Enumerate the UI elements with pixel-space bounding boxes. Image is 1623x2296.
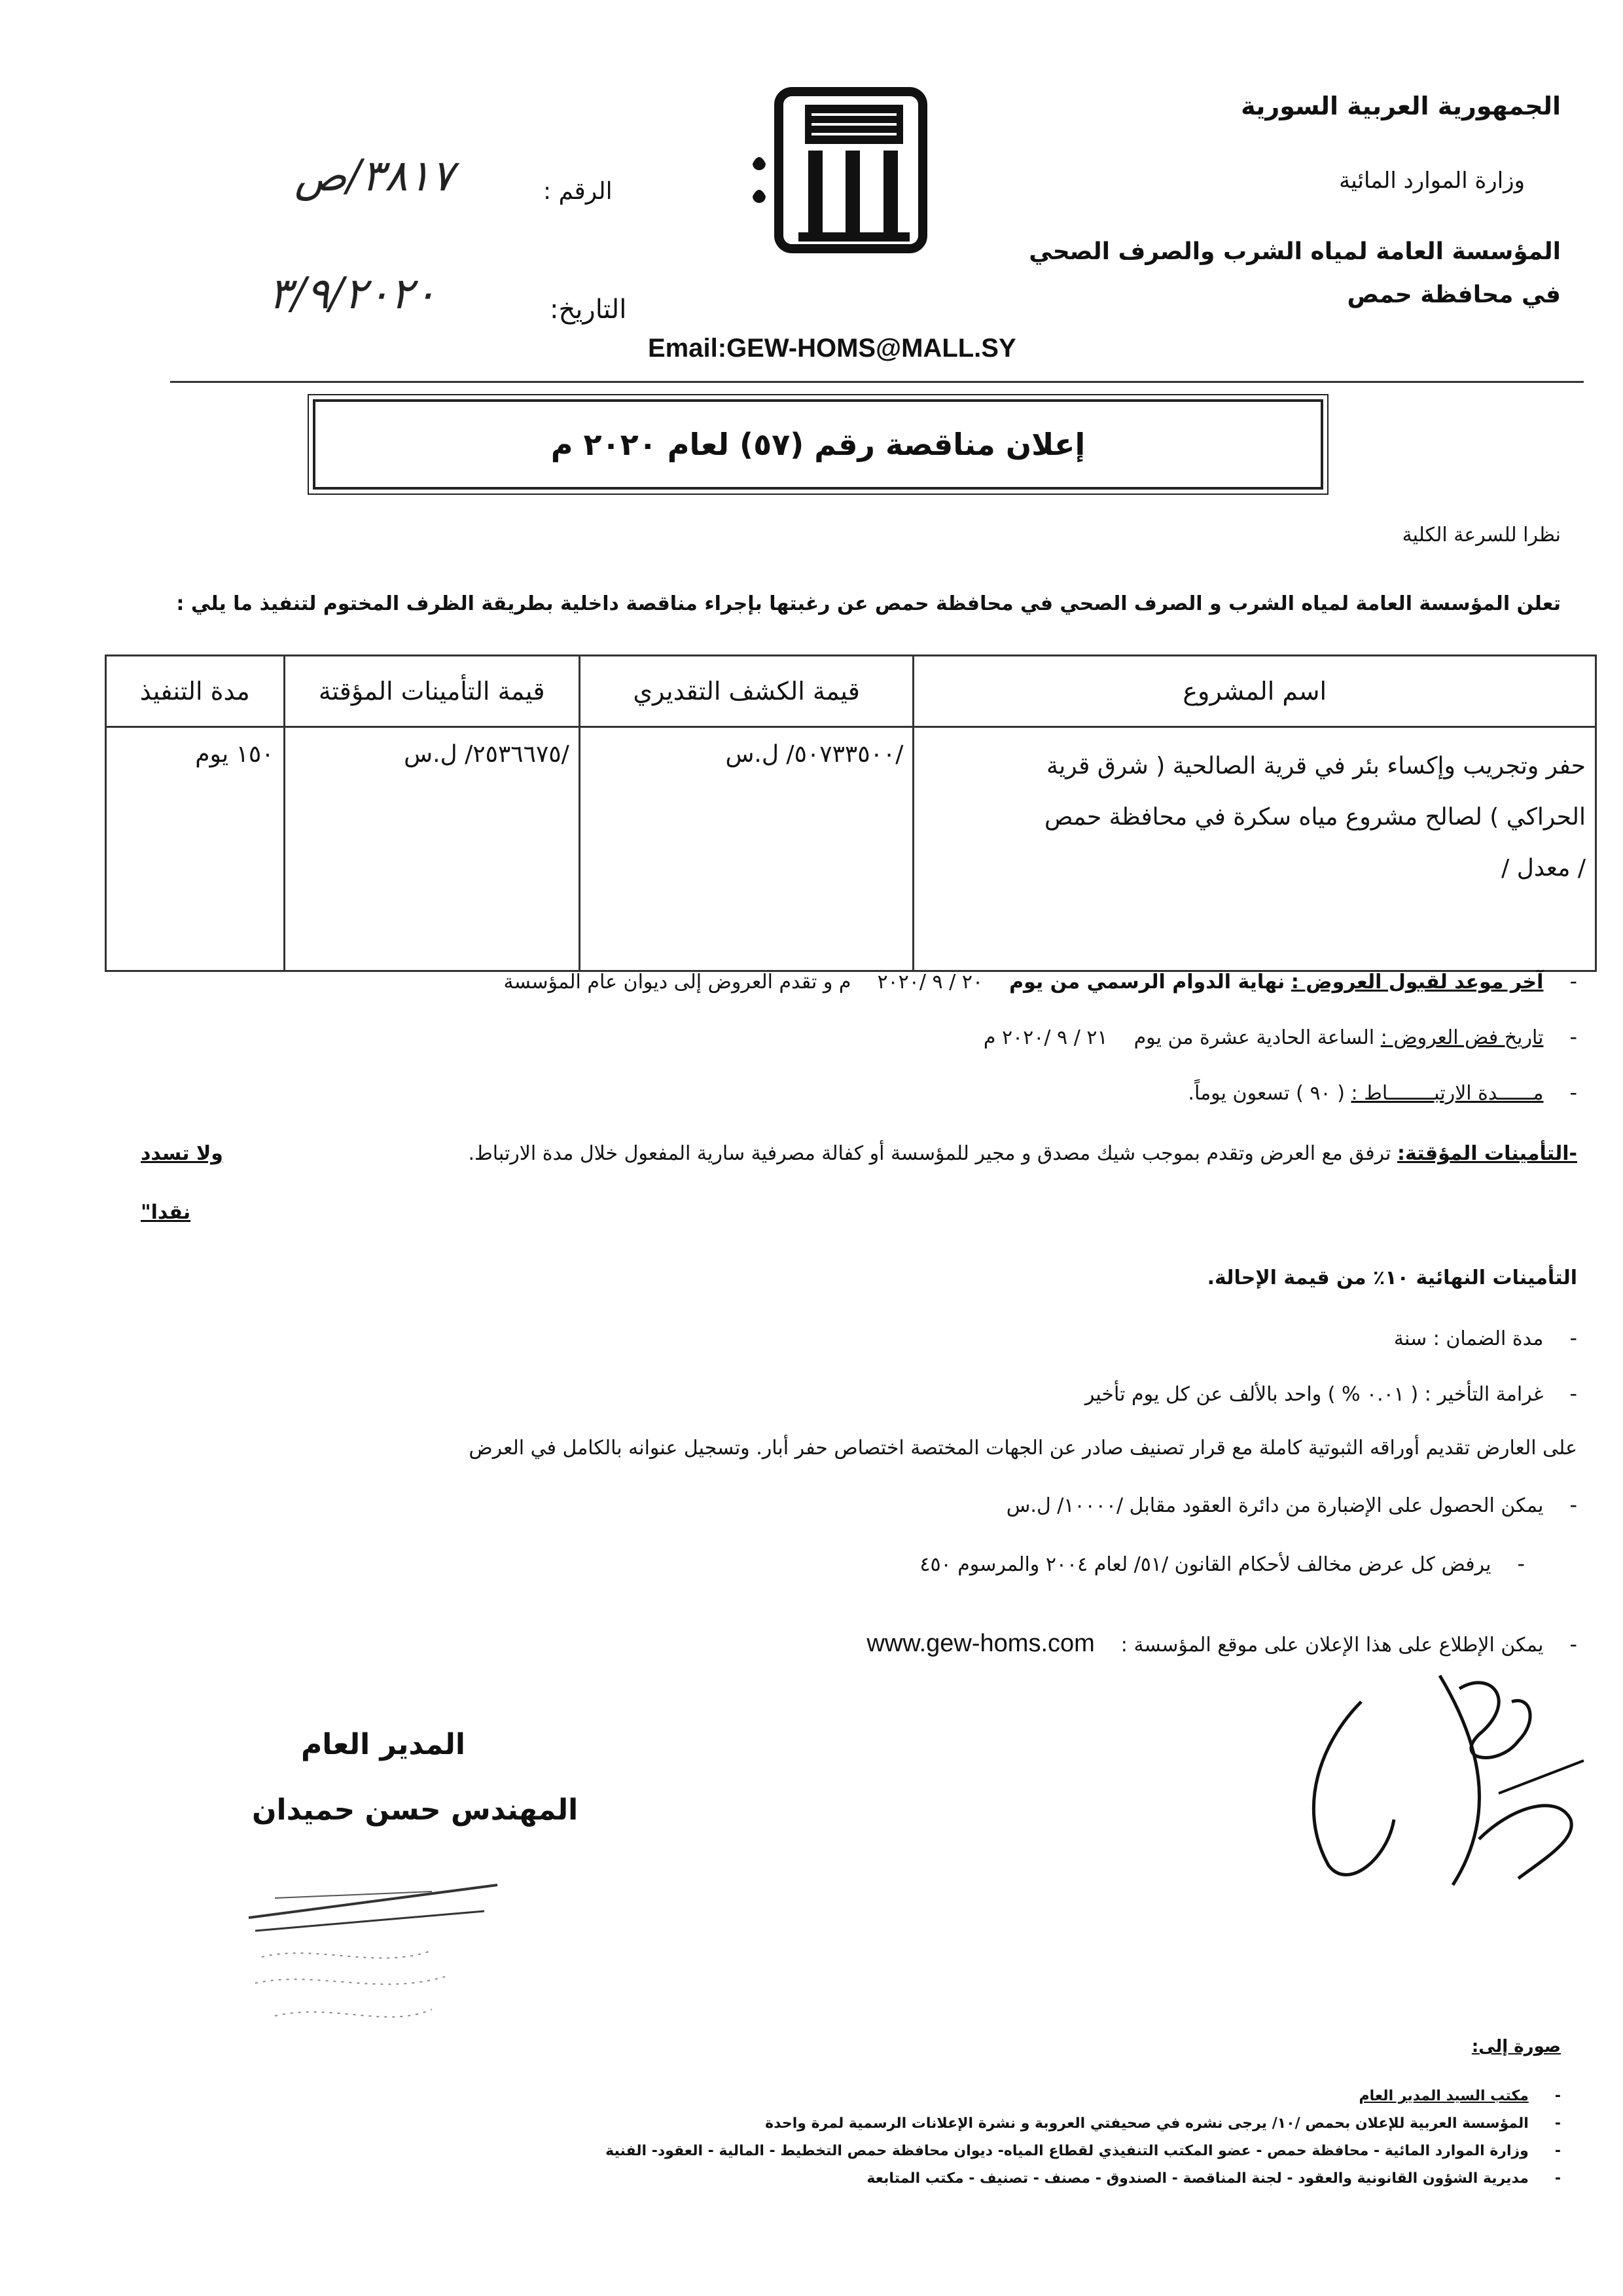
date-label: التاريخ:: [550, 295, 627, 325]
bullet-dash: -: [1554, 2170, 1561, 2187]
deadline-label: آخر موعد لقبول العروض :: [1291, 971, 1544, 994]
header-project-name: اسم المشروع: [914, 656, 1596, 727]
bullet-dash: -: [1554, 2115, 1561, 2132]
bullet-dash: -: [1569, 1381, 1577, 1406]
cc-line: [1359, 2088, 1561, 2104]
water-tower-logo-icon: [740, 72, 929, 268]
cc-line: [866, 2170, 1561, 2187]
warranty-text: مدة الضمان : سنة: [1393, 1327, 1544, 1350]
project-line-1: حفر وتجريب وإكساء بئر في قرية الصالحية ( شرق قرية: [1046, 753, 1586, 780]
cc-heading: صورة إلى:: [1471, 2037, 1561, 2056]
cell-estimate: /٥٠٧٣٣٥٠٠/ ل.س: [579, 727, 914, 971]
handwritten-signature: [1283, 1662, 1597, 1898]
opening-group: [1134, 1026, 1544, 1049]
tender-table: [105, 655, 1597, 972]
commitment-label: مــــــدة الارتبــــــــاط :: [1351, 1082, 1544, 1105]
commitment-group: [1188, 1082, 1543, 1105]
deadline-text: نهاية الدوام الرسمي من يوم: [1009, 971, 1285, 994]
deadline-item: [504, 969, 1577, 994]
temp-deposit-item: [468, 1142, 1577, 1165]
reject-item: [919, 1551, 1525, 1576]
header-estimate: قيمة الكشف التقديري: [579, 656, 914, 727]
org-name-line1: المؤسسة العامة لمياه الشرب والصرف الصحي: [1029, 238, 1561, 265]
bullet-dash: -: [1554, 2088, 1561, 2104]
date-value: ٣/٩/٢٠٢٠: [268, 268, 437, 319]
org-name-line2: في محافظة حمص: [1347, 281, 1561, 308]
opening-text: الساعة الحادية عشرة من يوم: [1133, 1026, 1375, 1049]
announcement-text: تعلن المؤسسة العامة لمياه الشرب و الصرف الصحي في محافظة حمص عن رغبتها بإجراء مناقصة داخلية بطريقة الظرف المختوم لتنفيذ ما يلي :: [176, 592, 1561, 615]
stamp-scribble: [236, 1872, 510, 2042]
cell-duration: ١٥٠ يوم: [106, 727, 285, 971]
cc-line-3: وزارة الموارد المائية - محافظة حمص - عضو المكتب التنفيذي لقطاع المياه- ديوان محافظة حمص التخطيط - المالية - العقود- الفنية: [605, 2143, 1529, 2159]
cell-project-name: [914, 727, 1596, 971]
temp-deposit-tail: ولا تسدد: [141, 1142, 223, 1165]
commitment-text: ( ٩٠ ) تسعون يوماً.: [1188, 1082, 1345, 1105]
country-name: الجمهورية العربية السورية: [1241, 92, 1561, 120]
bullet-dash: -: [1569, 1492, 1577, 1517]
signatory-title: المدير العام: [301, 1728, 465, 1761]
org-logo: [740, 72, 929, 268]
bullet-dash: -: [1569, 1080, 1577, 1105]
deadline-suffix: م و تقدم العروض إلى ديوان عام المؤسسة: [503, 971, 851, 994]
cc-line: [765, 2115, 1561, 2132]
bullet-dash: -: [1554, 2143, 1561, 2159]
tender-title: إعلان مناقصة رقم (٥٧) لعام ٢٠٢٠ م: [550, 427, 1086, 462]
table-header-row: [106, 656, 1596, 727]
project-line-3: / معدل /: [1501, 855, 1586, 882]
reject-text: يرفض كل عرض مخالف لأحكام القانون /٥١/ لعام ٢٠٠٤ والمرسوم ٤٥٠: [919, 1553, 1491, 1576]
ministry-name: وزارة الموارد المائية: [1339, 168, 1525, 194]
signature-scribble-icon: [1283, 1662, 1597, 1898]
deadline-date: ٢٠ / ٩ /٢٠٢٠: [877, 971, 984, 994]
temp-deposit-tail2: نقدا": [141, 1201, 191, 1224]
bullet-dash: -: [1569, 1024, 1577, 1049]
tender-title-box: [313, 399, 1323, 490]
header-deposit: قيمة التأمينات المؤقتة: [284, 656, 579, 727]
website-text: يمكن الإطلاع على هذا الإعلان على موقع المؤسسة :: [1120, 1634, 1544, 1657]
deadline-group: [1009, 971, 1543, 994]
cc-line-1: مكتب السيد المدير العام: [1359, 2088, 1529, 2104]
booklet-item: [1007, 1492, 1577, 1517]
bullet-dash: -: [1569, 969, 1577, 994]
stamp-mark-icon: [236, 1872, 510, 2042]
cc-line-4: مديرية الشؤون القانونية والعقود - لجنة المناقصة - الصندوق - مصنف - تصنيف - مكتب المتابعة: [866, 2170, 1529, 2187]
temp-deposit-text: ترفق مع العرض وتقدم بموجب شيك مصدق و مجير للمؤسسة أو كفالة مصرفية سارية المفعول خلال مدة الارتباط.: [468, 1142, 1391, 1165]
reference-label: الرقم :: [543, 178, 613, 205]
final-deposit-item: التأمينات النهائية ١٠٪ من قيمة الإحالة.: [1207, 1266, 1577, 1289]
booklet-text: يمكن الحصول على الإضبارة من دائرة العقود مقابل /١٠٠٠٠/ ل.س: [1006, 1494, 1544, 1517]
cc-line: [605, 2143, 1561, 2159]
tender-table-wrap: [105, 655, 1597, 972]
cc-line-2: المؤسسة العربية للإعلان بحمص /١٠/ يرجى نشره في صحيفتي العروبة و نشرة الإعلانات الرسمية لمرة واحدة: [765, 2115, 1529, 2132]
temp-deposit-label: -التأمينات المؤقتة:: [1397, 1142, 1577, 1165]
opening-item: [984, 1024, 1577, 1049]
bullet-dash: -: [1569, 1632, 1577, 1657]
commitment-item: [1188, 1080, 1577, 1105]
cell-deposit: /٢٥٣٦٦٧٥/ ل.س: [284, 727, 579, 971]
penalty-item: [1085, 1381, 1577, 1406]
header-divider: [170, 381, 1584, 383]
documents-item: على العارض تقديم أوراقه الثبوتية كاملة مع قرار تصنيف صادر عن الجهات المختصة اختصاص حفر أبار. وتسجيل عنوانه بالكامل في العرض: [469, 1437, 1577, 1460]
opening-label: تاريخ فض العروض :: [1380, 1026, 1544, 1049]
bullet-dash: -: [1569, 1325, 1577, 1350]
reference-number: ٣٨١٧/ص: [294, 151, 454, 201]
header-duration: مدة التنفيذ: [106, 656, 285, 727]
table-row: [106, 727, 1596, 971]
email-address: Email:GEW-HOMS@MALL.SY: [648, 334, 1016, 363]
website-url[interactable]: www.gew-homs.com: [866, 1630, 1095, 1657]
warranty-item: [1394, 1325, 1577, 1350]
penalty-text: غرامة التأخير : ( ٠.٠١ % ) واحد بالألف عن كل يوم تأخير: [1084, 1383, 1544, 1406]
bullet-dash: -: [1517, 1551, 1525, 1576]
opening-date: ٢١ / ٩ /٢٠٢٠ م: [983, 1026, 1108, 1049]
project-line-2: الحراكي ) لصالح مشروع مياه سكرة في محافظة حمص: [1044, 804, 1586, 831]
urgency-note: نظرا للسرعة الكلية: [1402, 524, 1561, 547]
signatory-name: المهندس حسن حميدان: [252, 1793, 579, 1827]
website-item: [866, 1630, 1577, 1658]
